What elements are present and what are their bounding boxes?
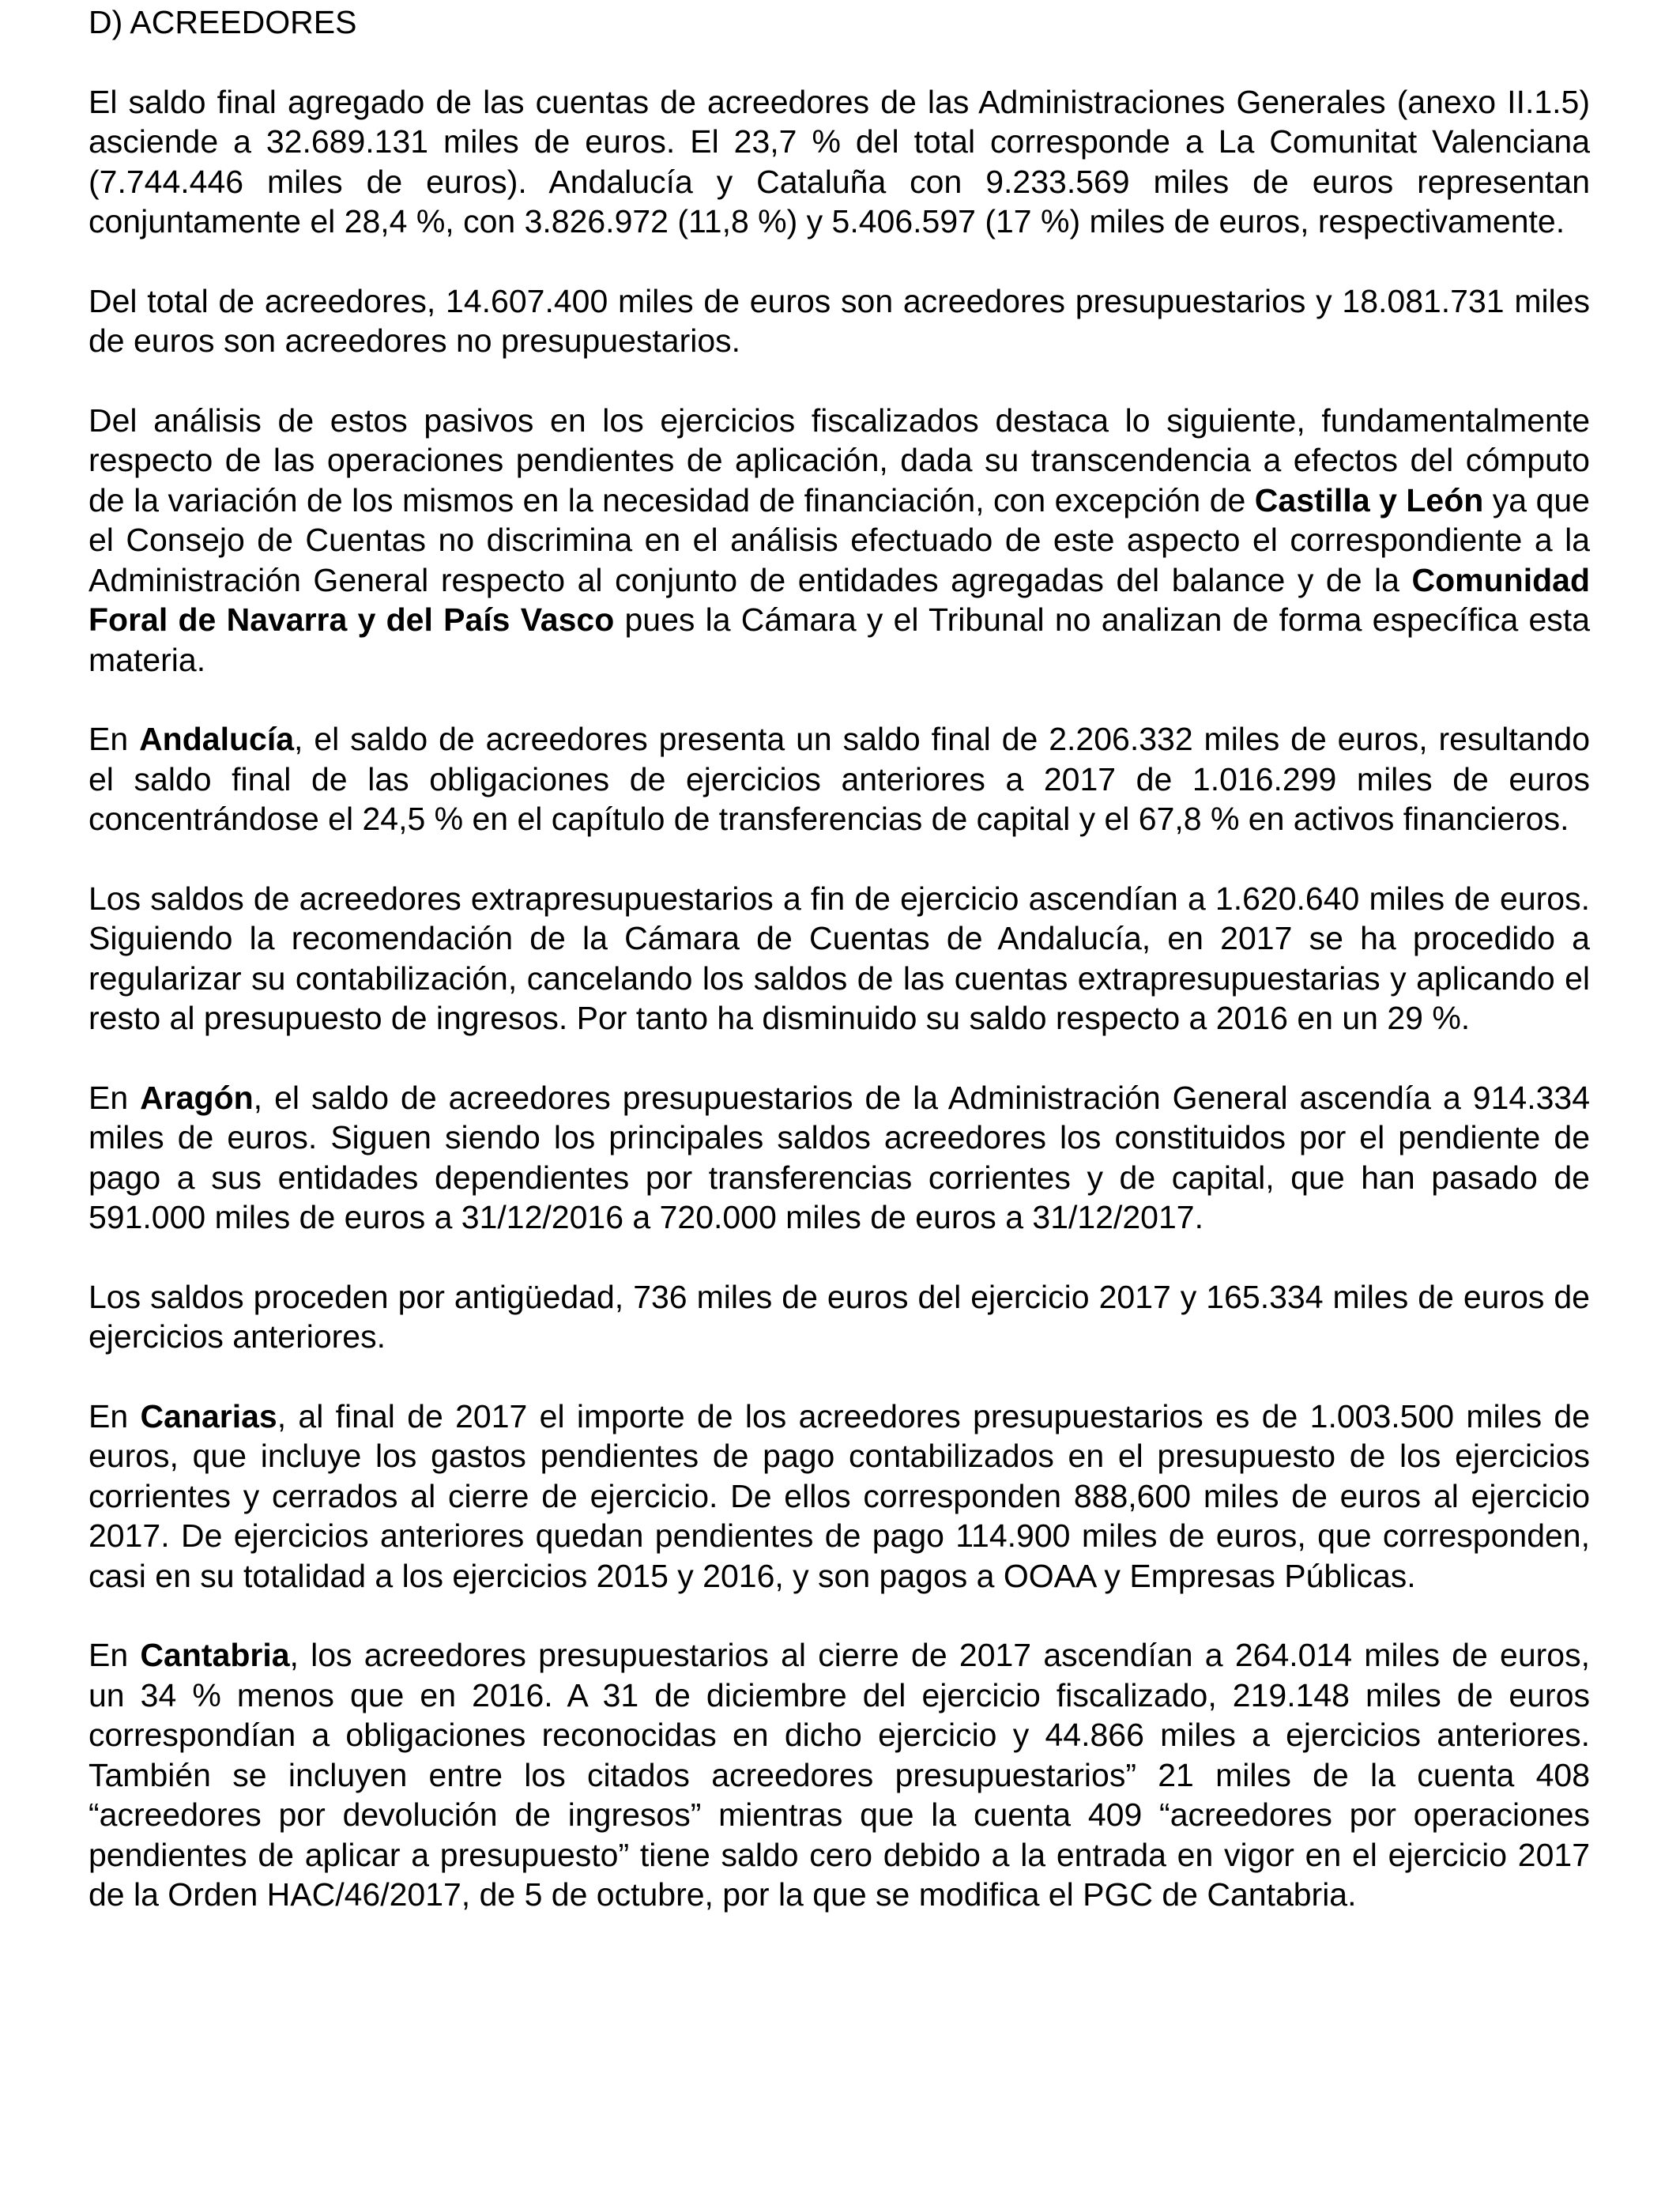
- section-heading: D) ACREEDORES: [89, 4, 357, 40]
- paragraph-text: , los acreedores presupuestarios al cierre de 2017 ascendían a 264.014 miles de euros, un 34 % menos que en 2016. A 31 de diciembre del ejercicio fiscalizado, 219.148 miles de euros correspondían a obligaciones reconocidas en dicho ejercicio y 44.866 miles a ejercicios anteriores. También se incluyen entre los citados acreedores presupuestarios” 21 miles de la cuenta 408 “acreedores por devolución de ingresos” mientras que la cuenta 409 “acreedores por operaciones pendientes de aplicar a presupuesto” tiene saldo cero debido a la entrada en vigor en el ejercicio 2017 de la Orden HAC/46/2017, de 5 de octubre, por la que se modifica el PGC de Cantabria.: [89, 1637, 1591, 1913]
- region-name: Aragón: [140, 1079, 254, 1116]
- paragraph-text: , el saldo de acreedores presupuestarios de la Administración General ascendía a 914.334 miles de euros. Siguen siendo los principales saldos acreedores los constituidos por el pendiente de pago a sus entidades dependientes por transferencias corrientes y de capital, que han pasado de 591.000 miles de euros a 31/12/2016 a 720.000 miles de euros a 31/12/2017.: [89, 1079, 1590, 1235]
- paragraph-text: En: [89, 1637, 141, 1673]
- paragraph-canarias: [89, 1397, 1590, 1596]
- paragraph-andalucia: [89, 719, 1590, 839]
- paragraph-text: , al final de 2017 el importe de los acreedores presupuestarios es de 1.003.500 miles de euros, que incluye los gastos pendientes de pago contabilizados en el presupuesto de los ejercicios corrientes y cerrados al cierre de ejercicio. De ellos corresponden 888,600 miles de euros al ejercicio 2017. De ejercicios anteriores quedan pendientes de pago 114.900 miles de euros, que corresponden, casi en su totalidad a los ejercicios 2015 y 2016, y son pagos a OOAA y Empresas Públicas.: [89, 1397, 1590, 1594]
- region-name: Canarias: [140, 1397, 277, 1434]
- paragraph-extrapresupuestarios: Los saldos de acreedores extrapresupuestarios a fin de ejercicio ascendían a 1.620.640 miles de euros. Siguiendo la recomendación de la Cámara de Cuentas de Andalucía, en 2017 se ha procedido a regularizar su contabilización, cancelando los saldos de las cuentas extrapresupuestarias y aplicando el resto al presupuesto de ingresos. Por tanto ha disminuido su saldo respecto a 2016 en un 29 %.: [89, 880, 1590, 1036]
- document-page: [89, 0, 1590, 1915]
- paragraph-text: En: [89, 721, 140, 757]
- paragraph-total-acreedores: El saldo final agregado de las cuentas de acreedores de las Administraciones Generales (anexo II.1.5) asciende a 32.689.131 miles de euros. El 23,7 % del total corresponde a La Comunitat Valenciana (7.744.446 miles de euros). Andalucía y Cataluña con 9.233.569 miles de euros representan conjuntamente el 28,4 %, con 3.826.972 (11,8 %) y 5.406.597 (17 %) miles de euros, respectivamente.: [89, 83, 1590, 239]
- region-name: Castilla y León: [1254, 481, 1484, 518]
- paragraph-antiguedad: Los saldos proceden por antigüedad, 736 miles de euros del ejercicio 2017 y 165.334 miles de euros de ejercicios anteriores.: [89, 1278, 1590, 1355]
- paragraph-text: Del análisis de estos pasivos en los ejercicios fiscalizados destaca lo siguiente, fundamentalmente respecto de las operaciones pendientes de aplicación, dada su transcendencia a efectos del cómputo de la variación de los mismos en la necesidad de financiación, con excepción de: [89, 401, 1590, 518]
- paragraph-text: pues la Cámara y el Tribunal no analizan de forma específica esta materia.: [89, 601, 1590, 678]
- paragraph-presupuestarios: Del total de acreedores, 14.607.400 miles de euros son acreedores presupuestarios y 18.081.731 miles de euros son acreedores no presupuestarios.: [89, 282, 1590, 359]
- region-name: Comunidad Foral de Navarra y del País Vasco: [89, 561, 1590, 638]
- paragraph-analisis: [89, 401, 1590, 680]
- paragraph-text: En: [89, 1397, 141, 1434]
- paragraph-text: ya que el Consejo de Cuentas no discrimina en el análisis efectuado de este aspecto el correspondiente a la Administración General respecto al conjunto de entidades agregadas del balance y de la: [89, 481, 1590, 598]
- paragraph-text: En: [89, 1079, 141, 1116]
- region-name: Andalucía: [139, 721, 295, 757]
- region-name: Cantabria: [140, 1637, 290, 1673]
- paragraph-cantabria: [89, 1635, 1590, 1915]
- paragraph-aragon: [89, 1078, 1590, 1238]
- paragraph-text: , el saldo de acreedores presenta un saldo final de 2.206.332 miles de euros, resultando el saldo final de las obligaciones de ejercicios anteriores a 2017 de 1.016.299 miles de euros concentrándose el 24,5 % en el capítulo de transferencias de capital y el 67,8 % en activos financieros.: [89, 721, 1591, 837]
